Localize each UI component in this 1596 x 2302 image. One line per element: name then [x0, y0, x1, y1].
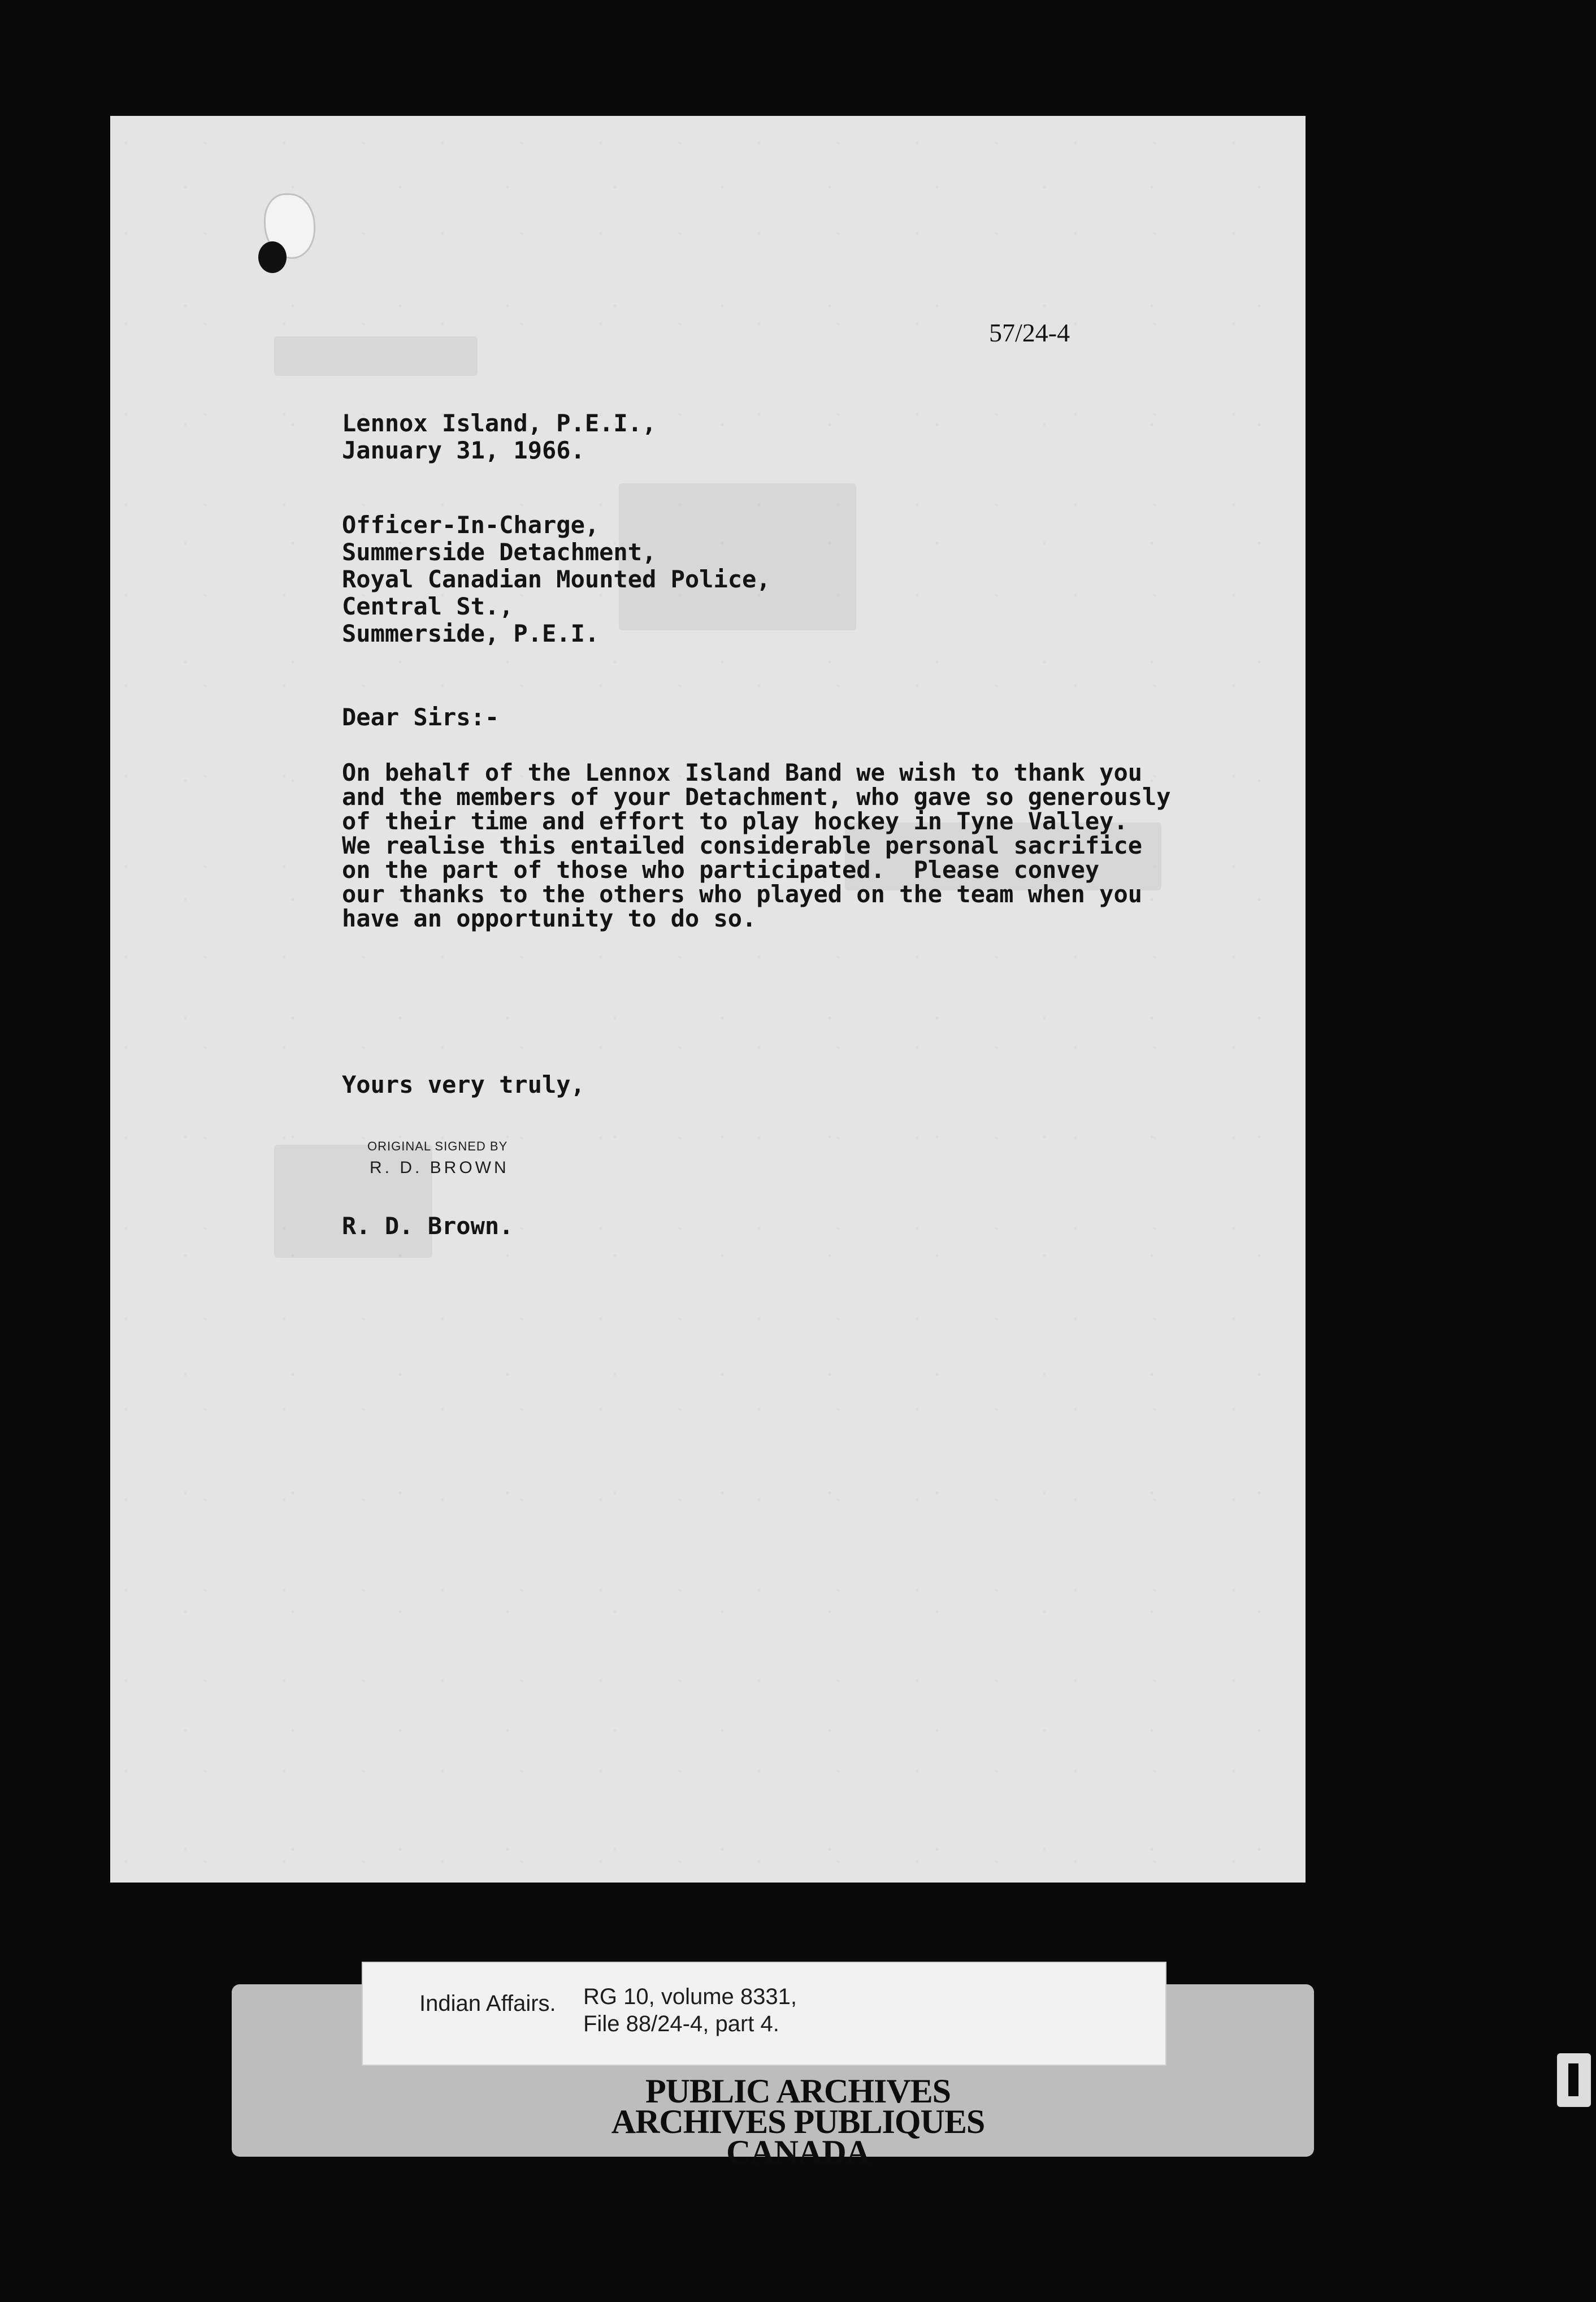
- film-edge-tab: [1557, 2053, 1591, 2107]
- salutation: Dear Sirs:-: [342, 703, 500, 731]
- archive-stamp-line1: PUBLIC ARCHIVES: [645, 2072, 951, 2110]
- typed-signature: R. D. Brown.: [342, 1212, 514, 1240]
- signature-stamp: [367, 1139, 509, 1178]
- archive-reference: RG 10, volume 8331, File 88/24-4, part 4.: [583, 1984, 797, 2036]
- archive-stamp-line3: CANADA: [726, 2134, 870, 2171]
- archive-reference-card: [362, 1962, 1166, 2066]
- archive-stamp: [0, 2072, 1596, 2171]
- archive-source: Indian Affairs.: [419, 1991, 556, 2016]
- letter-page: [110, 116, 1306, 1883]
- punch-hole: [258, 241, 287, 273]
- sender-address: Lennox Island, P.E.I., January 31, 1966.: [342, 409, 657, 464]
- archive-stamp-line2: ARCHIVES PUBLIQUES: [611, 2103, 985, 2140]
- closing: Yours very truly,: [342, 1071, 585, 1098]
- file-reference-number: 57/24-4: [989, 318, 1070, 347]
- bleed-through-shadow: [274, 336, 478, 376]
- letter-body: On behalf of the Lennox Island Band we wish to thank you and the members of your Detachment, who gave so generously of their time and effort to play hockey in Tyne Valley. We realise this entailed considerable personal sacrifice on the part of those who participated. Please convey our thanks to the others who played on the team when you have an opportunity to do so.: [342, 759, 1171, 932]
- signature-stamp-line1: ORIGINAL SIGNED BY: [367, 1139, 508, 1153]
- recipient-address: Officer-In-Charge, Summerside Detachment, Royal Canadian Mounted Police, Central St., Summerside, P.E.I.: [342, 511, 771, 647]
- signature-stamp-line2: R. D. BROWN: [370, 1158, 509, 1177]
